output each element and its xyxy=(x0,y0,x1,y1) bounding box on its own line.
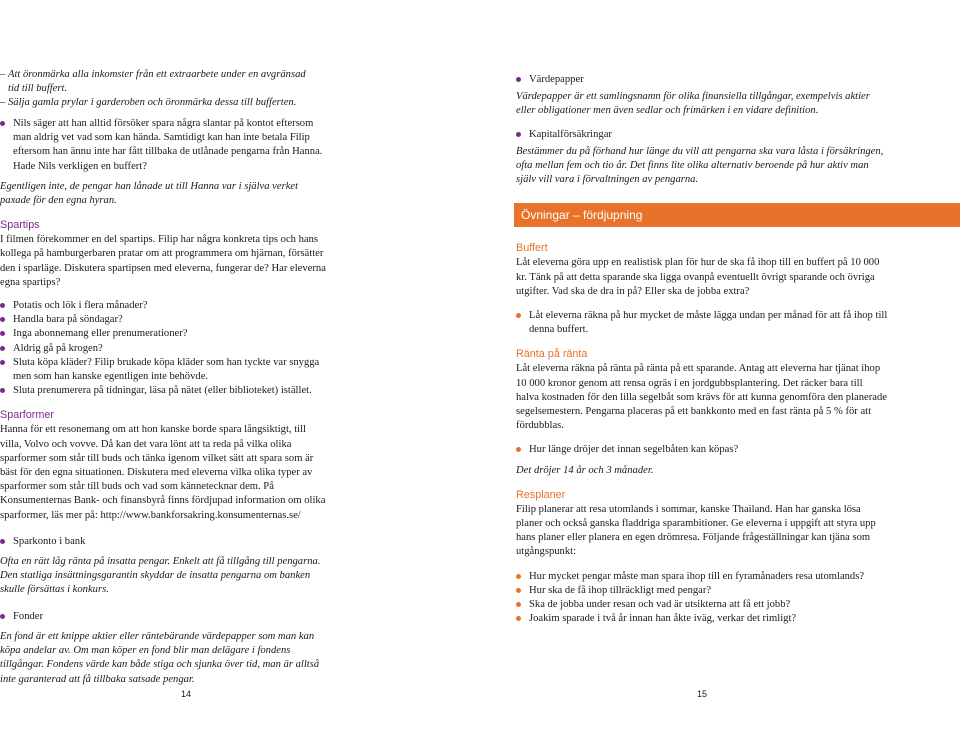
buffert-list xyxy=(516,309,888,337)
list-item: Ska de jobba under resan och vad är utsikterna att få ett jobb? xyxy=(516,598,888,612)
list-item: Inga abonnemang eller prenumerationer? xyxy=(0,327,326,341)
list-item: Fonder xyxy=(0,610,326,624)
intro-dash-list xyxy=(0,68,310,111)
ranta-heading: Ränta på ränta xyxy=(516,348,588,361)
vardepapper-list xyxy=(516,73,888,87)
list-item: Sluta köpa kläder? Filip brukade köpa kläder som han tyckte var snygga men som han kanske egentligen inte behövde. xyxy=(0,356,326,384)
list-item: Aldrig gå på krogen? xyxy=(0,342,326,356)
resplaner-list xyxy=(516,570,888,627)
list-item: Låt eleverna räkna på hur mycket de måste lägga undan per månad för att få ihop till denna buffert. xyxy=(516,309,888,337)
nils-list xyxy=(0,117,326,174)
spartips-list xyxy=(0,299,326,398)
spartips-text: I filmen förekommer en del spartips. Filip har några konkreta tips och hans kollega på hamburgerbaren pratar om att programmera om hjärnan, försätter den i sparläge. Diskutera spartipsen med eleverna, fungerar de? Har eleverna egna spartips? xyxy=(0,234,326,288)
kapital-text: Bestämmer du på förhand hur länge du vill att pengarna ska vara låsta i försäkringen, ofta mellan fem och tio år. Det finns lite olika alternativ beroende på hur aktiv man själv vill vara i förvaltningen av pengarna. xyxy=(516,145,884,186)
list-item: Hur mycket pengar måste man spara ihop till en fyramånaders resa utomlands? xyxy=(516,570,888,584)
bullet-icon xyxy=(0,121,5,126)
ranta-answer: Det dröjer 14 år och 3 månader. xyxy=(516,464,654,476)
list-item: Joakim sparade i två år innan han åkte iväg, verkar det rimligt? xyxy=(516,612,888,626)
list-item: Handla bara på söndagar? xyxy=(0,313,326,327)
buffert-heading: Buffert xyxy=(516,242,548,255)
fonder-text: En fond är ett knippe aktier eller räntebärande värdepapper som man kan köpa andelar av. Om man köper en fond blir man delägare i fondens tillgångar. Fondens värde kan både stiga och sjunka över tid, man är alltså inte garanterad att få tillbaka satsade pengar. xyxy=(0,630,320,685)
list-item: Kapitalförsäkringar xyxy=(516,128,888,142)
left-main xyxy=(0,117,326,696)
sparformer-text: Hanna för ett resonemang om att hon kanske borde spara långsiktigt, till villa, Volvo och vovve. Då kan det vara lönt att ta reda på vilka olika sparformer som står till buds och tänka igenom vilket sätt att spara som är bäst för den egna situationen. Diskutera med eleverna vilka olika typer av sparformer som står till buds och vad som kännetecknar dem. På Konsumenternas Bank- och finansbyrå finns fördjupad information om olika sparformer, läs mer på: http://www.bankforsakring.konsumenternas.se/ xyxy=(0,424,326,521)
resplaner-text: Filip planerar att resa utomlands i sommar, kanske Thailand. Han har ganska lösa planer och också ganska fladdriga sparambitioner. Ge eleverna i uppgift att styra upp hans planer eller planera en egen drömresa. Följande frågeställningar kan tjäna som utgångspunkt: xyxy=(516,503,876,558)
list-item: Nils säger att han alltid försöker spara några slantar på kontot eftersom man aldrig vet vad som kan hända. Samtidigt kan han inte betala Filip eftersom han ännu inte har fått tillbaka de utlånade pengarna från Hanna. Hade Nils verkligen en buffert? xyxy=(0,117,326,174)
list-item: Sparkonto i bank xyxy=(0,535,326,549)
page-number-left: 14 xyxy=(181,689,192,699)
ranta-list xyxy=(516,443,888,457)
nils-answer: Egentligen inte, de pengar han lånade ut till Hanna var i själva verket paxade för den egna hyran. xyxy=(0,180,299,207)
list-item: Sluta prenumerera på tidningar, läsa på nätet (eller biblioteket) istället. xyxy=(0,384,326,398)
kapital-list xyxy=(516,128,888,142)
sparkonto-list xyxy=(0,535,326,549)
vardepapper-text: Värdepapper är ett samlingsnamn för olika finansiella tillgångar, exempelvis aktier eller obligationer men även sedlar och frimärken i en vidare definition. xyxy=(516,91,870,117)
spartips-heading: Spartips xyxy=(0,219,40,232)
dash-item: – Att öronmärka alla inkomster från ett extraarbete under en avgränsad tid till buffert. xyxy=(0,69,306,95)
buffert-text: Låt eleverna göra upp en realistisk plan för hur de ska få ihop till en buffert på 10 000 kr. Tänk på att detta sparande ska ligga ovanpå eventuellt övrigt sparande och övriga utgifter. Vad ska de dra in på? Eller ska de jobba extra? xyxy=(516,257,880,297)
ranta-text: Låt eleverna räkna på ränta på ränta på ett sparande. Antag att eleverna har tjänat ihop 10 000 kronor genom att rensa ogräs i en jordgubbsplantering. Det räcker bara till halva kostnaden för den lilla segelbåt som krävs för att kunna genomföra den planerade segelsemestern. Pengarna placeras på ett bankkonto med en fast ränta på 5 % för att fördubblas. xyxy=(516,363,887,432)
sparformer-heading: Sparformer xyxy=(0,409,55,422)
right-content xyxy=(516,73,888,635)
list-item: Värdepapper xyxy=(516,73,888,87)
list-item: Potatis och lök i flera månader? xyxy=(0,299,326,313)
section-band-title: Övningar – fördjupning xyxy=(514,203,960,227)
left-inner xyxy=(0,68,310,120)
dash-item: – Sälja gamla prylar i garderoben och öronmärka dessa till bufferten. xyxy=(0,97,297,109)
page-number-right: 15 xyxy=(697,689,708,699)
list-item: Hur ska de få ihop tillräckligt med pengar? xyxy=(516,584,888,598)
fonder-list xyxy=(0,610,326,624)
list-item: Hur länge dröjer det innan segelbåten kan köpas? xyxy=(516,443,888,457)
resplaner-heading: Resplaner xyxy=(516,488,566,501)
sparkonto-text: Ofta en rätt låg ränta på insatta pengar. Enkelt att få tillgång till pengarna. Den statliga insättningsgarantin skyddar de insatta pengarna om banken skulle försättas i konkurs. xyxy=(0,556,321,596)
